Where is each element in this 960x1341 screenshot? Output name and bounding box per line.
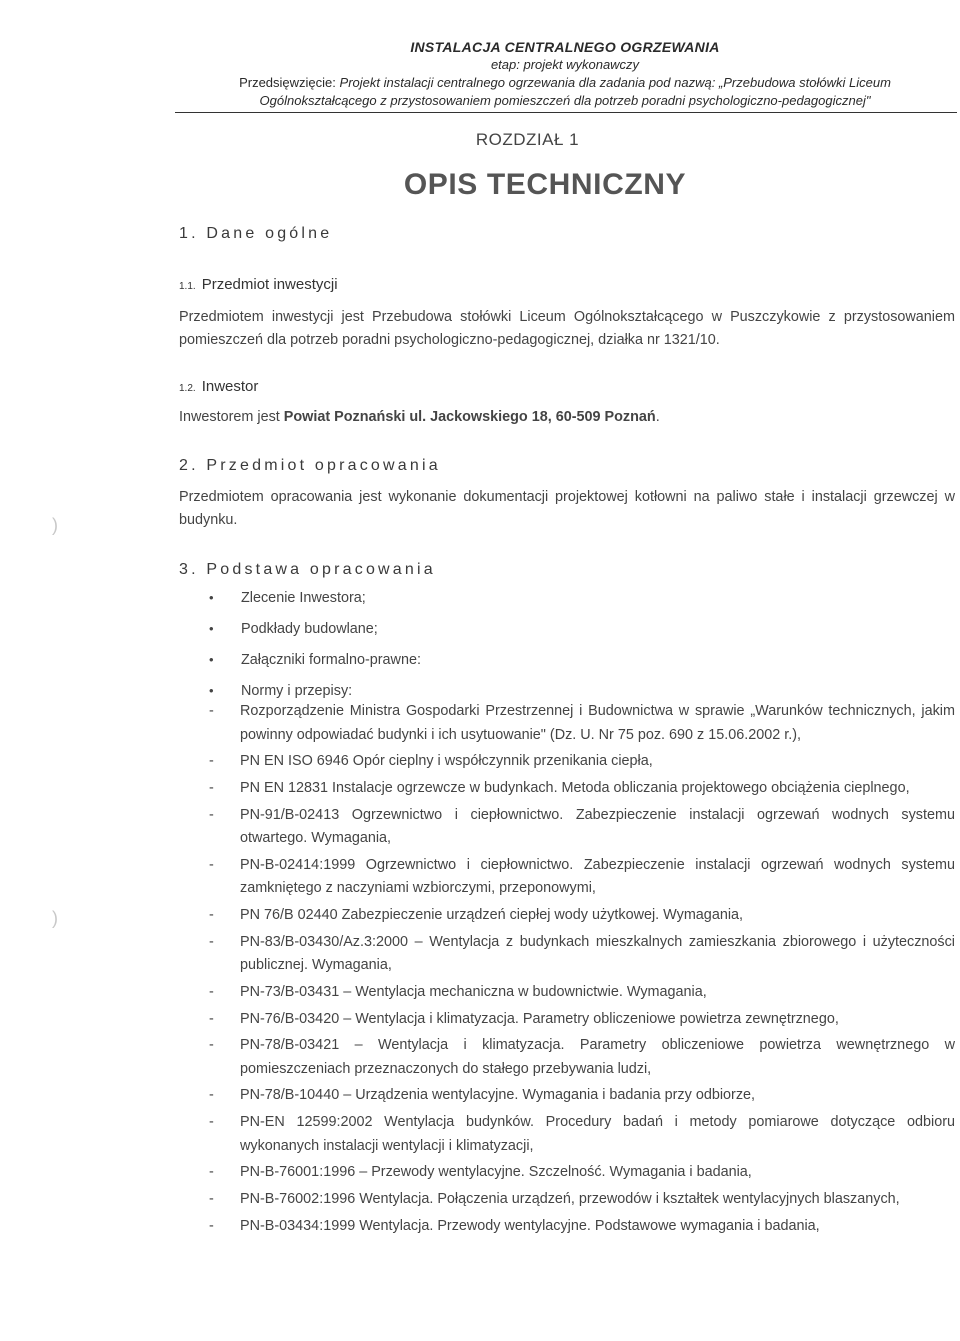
section-number: 1. [179, 225, 199, 242]
section-title: Przedmiot inwestycji [201, 276, 338, 293]
section-title: Inwestor [201, 378, 259, 395]
header-project-line-1 [175, 74, 955, 92]
page-title-text: OPIS TECHNICZNY [403, 168, 687, 201]
list-item: - PN-78/B-10440 – Urządzenia wentylacyjne. Wymagania i badania przy odbiorze, [179, 1084, 955, 1108]
list-item: - PN-B-76002:1996 Wentylacja. Połączenia urządzeń, przewodów i kształtek wentylacyjnych blaszanych, [179, 1188, 955, 1212]
list-item: - PN-B-02414:1999 Ogrzewnictwo i ciepłownictwo. Zabezpieczenie instalacji ogrzewań wodnych systemu zamkniętego z naczyniami wzbiorczymi, przeponowymi, [179, 854, 955, 901]
list-item: - Rozporządzenie Ministra Gospodarki Przestrzennej i Budownictwa w sprawie „Warunków technicznych, jakim powinny odpowiadać budynki i ich usytuowanie" (Dz. U. Nr 75 poz. 690 z 15.06.2002 r.), [179, 700, 955, 747]
margin-mark: ) [52, 515, 58, 535]
section-1-1-heading [179, 276, 338, 293]
header-project-text: Projekt instalacji centralnego ogrzewania dla zadania pod nazwą: „Przebudowa stołówki Liceum [339, 75, 891, 90]
list-item: - PN-78/B-03421 – Wentylacja i klimatyzacja. Parametry obliczeniowe powietrza wewnętrznego w pomieszczeniach przeznaczonych do stałego przebywania ludzi, [179, 1034, 955, 1081]
list-item: - PN-B-03434:1999 Wentylacja. Przewody wentylacyjne. Podstawowe wymagania i badania, [179, 1215, 955, 1239]
list-item: - PN EN 12831 Instalacje ogrzewcze w budynkach. Metoda obliczania projektowego obciążenia cieplnego, [179, 777, 955, 801]
section-1-2-heading [179, 378, 258, 395]
bullet-list [179, 588, 421, 712]
document-header [175, 38, 955, 110]
section-number: 3. [179, 561, 199, 578]
investor-prefix: Inwestorem jest [179, 409, 284, 425]
chapter-text: ROZDZIAŁ 1 [475, 130, 580, 149]
list-item: • Zlecenie Inwestora; [179, 588, 421, 619]
list-item: - PN-73/B-03431 – Wentylacja mechaniczna w budownictwie. Wymagania, [179, 981, 955, 1005]
header-stage: etap: projekt wykonawczy [490, 57, 640, 72]
section-number: 1.2. [179, 383, 196, 394]
list-item: - PN 76/B 02440 Zabezpieczenie urządzeń ciepłej wody użytkowej. Wymagania, [179, 904, 955, 928]
section-number: 1.1. [179, 281, 196, 292]
list-item: - PN-B-76001:1996 – Przewody wentylacyjne. Szczelność. Wymagania i badania, [179, 1161, 955, 1185]
section-2-heading [179, 457, 441, 475]
investor-suffix: . [655, 409, 660, 425]
list-item: - PN-76/B-03420 – Wentylacja i klimatyzacja. Parametry obliczeniowe powietrza zewnętrznego, [179, 1008, 955, 1032]
margin-mark: ) [52, 908, 58, 928]
investor-name: Powiat Poznański ul. Jackowskiego 18, 60-509 Poznań [283, 409, 656, 425]
list-item: - PN-83/B-03430/Az.3:2000 – Wentylacja z budynkach mieszkalnych zamieszkania zbiorowego i użyteczności publicznej. Wymagania, [179, 931, 955, 978]
list-item: - PN-EN 12599:2002 Wentylacja budynków. Procedury badań i metody pomiarowe dotyczące odbioru wykonanych instalacji wentylacji i klimatyzacji, [179, 1111, 955, 1158]
page-title [0, 168, 960, 202]
norms-list [179, 700, 955, 1241]
section-1-heading [179, 225, 332, 243]
header-title: INSTALACJA CENTRALNEGO OGRZEWANIA [410, 39, 720, 55]
section-1-2-text [179, 406, 955, 429]
list-item: • Podkłady budowlane; [179, 619, 421, 650]
header-project-label: Przedsięwzięcie: [239, 75, 336, 90]
section-title: Przedmiot opracowania [206, 457, 441, 474]
section-title: Podstawa opracowania [206, 561, 436, 578]
list-item: - PN EN ISO 6946 Opór cieplny i współczynnik przenikania ciepła, [179, 750, 955, 774]
header-divider [175, 112, 957, 113]
section-1-1-text: Przedmiotem inwestycji jest Przebudowa stołówki Liceum Ogólnokształcącego w Puszczykowie z przystosowaniem pomieszczeń dla potrzeb poradni psychologiczno-pedagogicznej, działka nr 1321/10. [179, 309, 955, 348]
chapter-label [0, 130, 960, 150]
header-project-line-2: Ogólnokształcącego z przystosowaniem pomieszczeń dla potrzeb poradni psychologiczno-pedagogicznej" [259, 93, 871, 108]
section-2-text: Przedmiotem opracowania jest wykonanie dokumentacji projektowej kotłowni na paliwo stałe i instalacji grzewczej w budynku. [179, 489, 955, 528]
section-number: 2. [179, 457, 199, 474]
list-item: • Załączniki formalno-prawne: [179, 650, 421, 681]
section-title: Dane ogólne [206, 225, 333, 242]
list-item: • Normy i przepisy: [179, 681, 421, 712]
list-item: - PN-91/B-02413 Ogrzewnictwo i ciepłownictwo. Zabezpieczenie instalacji ogrzewań wodnych systemu otwartego. Wymagania, [179, 804, 955, 851]
section-3-heading [179, 561, 436, 579]
